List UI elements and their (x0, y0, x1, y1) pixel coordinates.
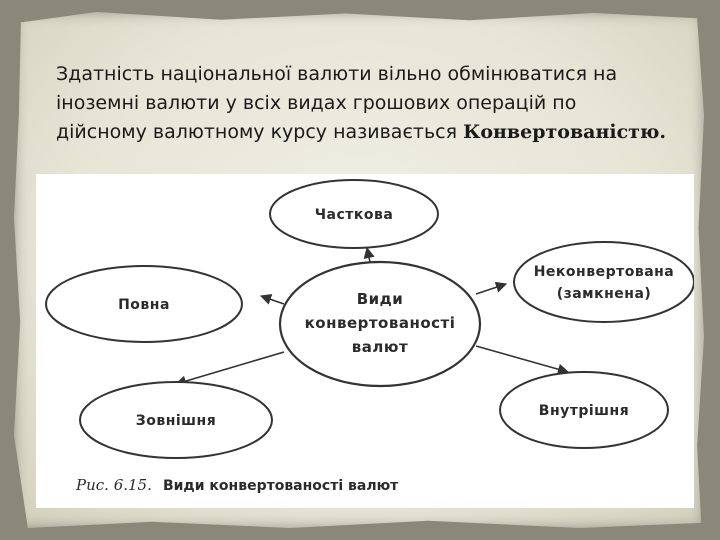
node-center-label-3: валют (351, 338, 409, 356)
node-partial-label: Часткова (314, 207, 394, 223)
arrow-to-top (367, 248, 370, 262)
figure-caption (75, 475, 399, 494)
arrow-to-left (261, 296, 284, 304)
node-full-label: Повна (118, 297, 170, 313)
intro-line-2: іноземні валюти у всіх видах грошових операцій по (56, 92, 577, 114)
node-center-label-1: Види (356, 290, 404, 308)
arrow-to-right (476, 284, 506, 294)
node-nonconvertible-label-2: (замкнена) (556, 286, 652, 302)
intro-term-convertibility: Конвертованістю. (463, 121, 667, 143)
figure-caption-prefix: Рис. 6.15. (76, 476, 152, 494)
node-nonconvertible-ellipse (514, 242, 694, 322)
intro-line-3-prefix: дійсному валютному курсу називається (56, 121, 464, 143)
intro-line-3 (56, 118, 716, 147)
node-nonconvertible-label-1: Неконвертована (533, 264, 675, 280)
node-center-label-2: конвертованості (304, 314, 456, 332)
node-internal-label: Внутрішня (538, 403, 630, 419)
intro-line-1: Здатність національної валюти вільно обмінюватися на (56, 63, 618, 85)
diagram-svg (36, 174, 694, 508)
figure-caption-text: Види конвертованості валют (162, 478, 399, 494)
arrow-to-bottom-right (476, 346, 568, 372)
intro-text (56, 60, 716, 147)
node-external-label: Зовнішня (135, 413, 217, 429)
diagram-figure (36, 174, 694, 508)
arrow-to-bottom-left (176, 352, 284, 384)
